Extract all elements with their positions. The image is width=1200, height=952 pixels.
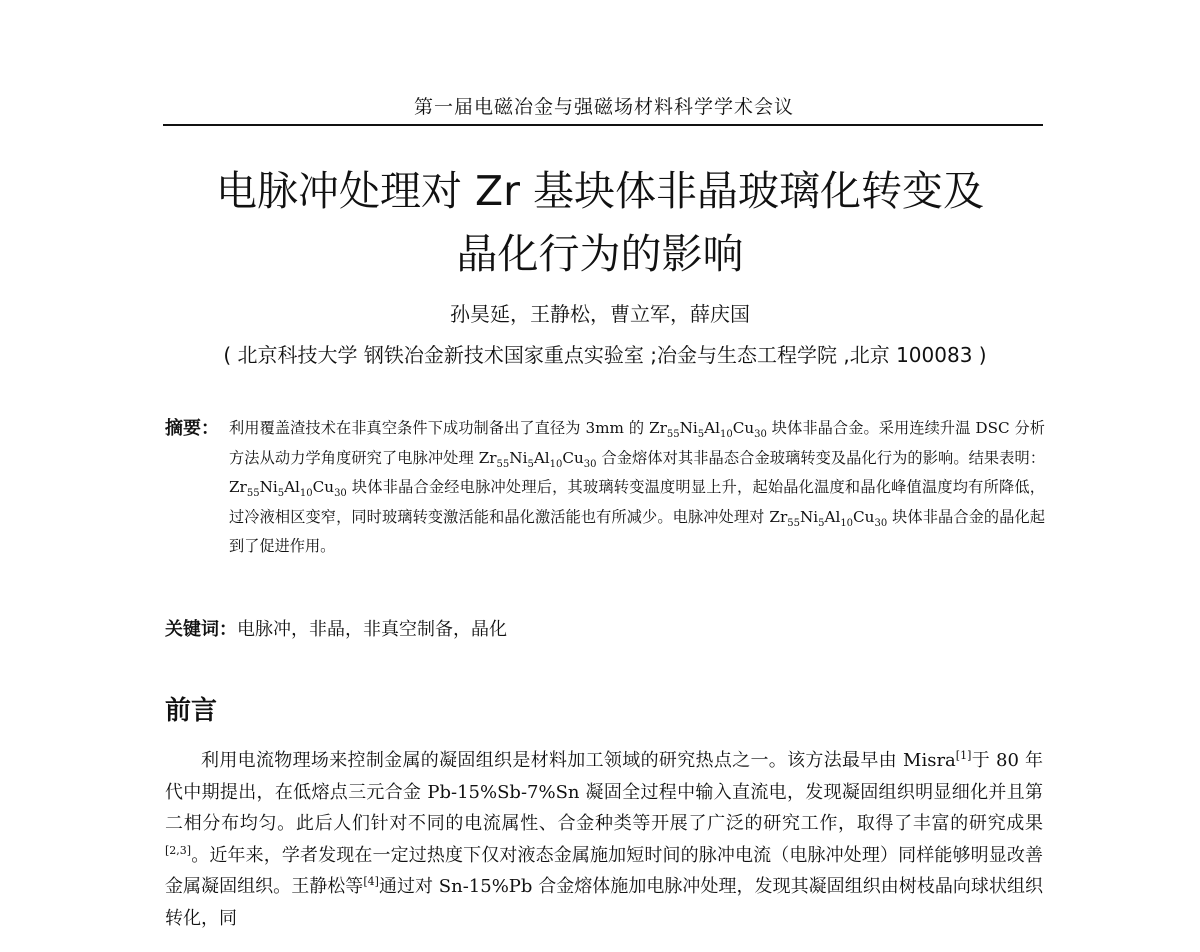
abstract-text-4: 块体非晶合金经电脉冲处理后，其玻璃转变温度明显上升，起始晶化温度和晶化峰值温度均有所降低，过冷液相区变窄，同时玻璃转变激活能和晶化激活能也有所减少。电脉冲处理对 <box>229 478 1045 526</box>
keywords-label: 关键词： <box>165 619 237 640</box>
citation-4: [4] <box>363 875 379 889</box>
citation-1: [1] <box>955 749 972 762</box>
body-text-2: 于 80 年代中期提出，在低熔点三元合金 Pb-15%Sb-7%Sn 凝固全过程中输入直流电，发现凝固组织明显细化并且第二相分布均匀。此后人们针对不同的电流属性、合金种类等开展了广泛的研究工作，取得了丰富的研究成果 <box>165 750 1043 835</box>
abstract-text-3: 合金熔体对其非晶态合金玻璃转变及晶化行为的影响。结果表明： <box>596 448 1046 467</box>
title-line-2: 晶化行为的影响 <box>456 230 744 278</box>
paper-title <box>120 160 1080 286</box>
abstract-text <box>229 414 1045 562</box>
alloy-formula: $Zr_{55}Ni_5Al_{10}Cu_{30}$ <box>769 507 888 529</box>
abstract-text-2: 块体非晶合金。采用连续升温 DSC 分析方法从动力学角度研究了电脉冲处理 <box>229 419 1045 467</box>
header-rule <box>163 124 1043 126</box>
abstract-text-5: 块体非晶合金的晶化起到了促进作用。 <box>229 507 1046 555</box>
section-heading-introduction: 前言 <box>165 696 218 726</box>
keywords-text: 电脉冲，非晶，非真空制备，晶化 <box>237 619 507 640</box>
affiliation: ( 北京科技大学 钢铁冶金新技术国家重点实验室 ;冶金与生态工程学院 ,北京 100083 ) <box>223 343 987 367</box>
abstract-label: 摘要： <box>165 418 219 439</box>
abstract <box>165 414 1045 562</box>
citation-2-3: [2,3] <box>165 843 192 857</box>
body-text-4: 通过对 Sn-15%Pb 合金熔体施加电脉冲处理，发现其凝固组织由树枝晶向球状组织转化，同 <box>165 876 1043 929</box>
intro-paragraph <box>165 745 1043 935</box>
body-text-3: 。近年来，学者发现在一定过热度下仅对液态金属施加短时间的脉冲电流（电脉冲处理）同样能够明显改善金属凝固组织。王静松等 <box>165 844 1043 898</box>
abstract-text-1: 利用覆盖渣技术在非真空条件下成功制备出了直径为 3mm 的 <box>229 419 650 437</box>
running-header: 第一届电磁冶金与强磁场材料科学学术会议 <box>413 96 794 118</box>
author-list: 孙昊延，王静松，曹立军，薛庆国 <box>450 302 750 326</box>
alloy-formula: $Zr_{55}Ni_5Al_{10}Cu_{30}$ <box>229 478 347 500</box>
title-line-1: 电脉冲处理对 Zr 基块体非晶玻璃化转变及 <box>215 167 984 215</box>
alloy-formula: $Zr_{55}Ni_5Al_{10}Cu_{30}$ <box>478 448 597 470</box>
alloy-formula: $Zr_{55}Ni_5Al_{10}Cu_{30}$ <box>649 419 767 441</box>
body-text-1: 利用电流物理场来控制金属的凝固组织是材料加工领域的研究热点之一。该方法最早由 Misra <box>201 750 956 771</box>
keywords <box>165 615 1045 641</box>
